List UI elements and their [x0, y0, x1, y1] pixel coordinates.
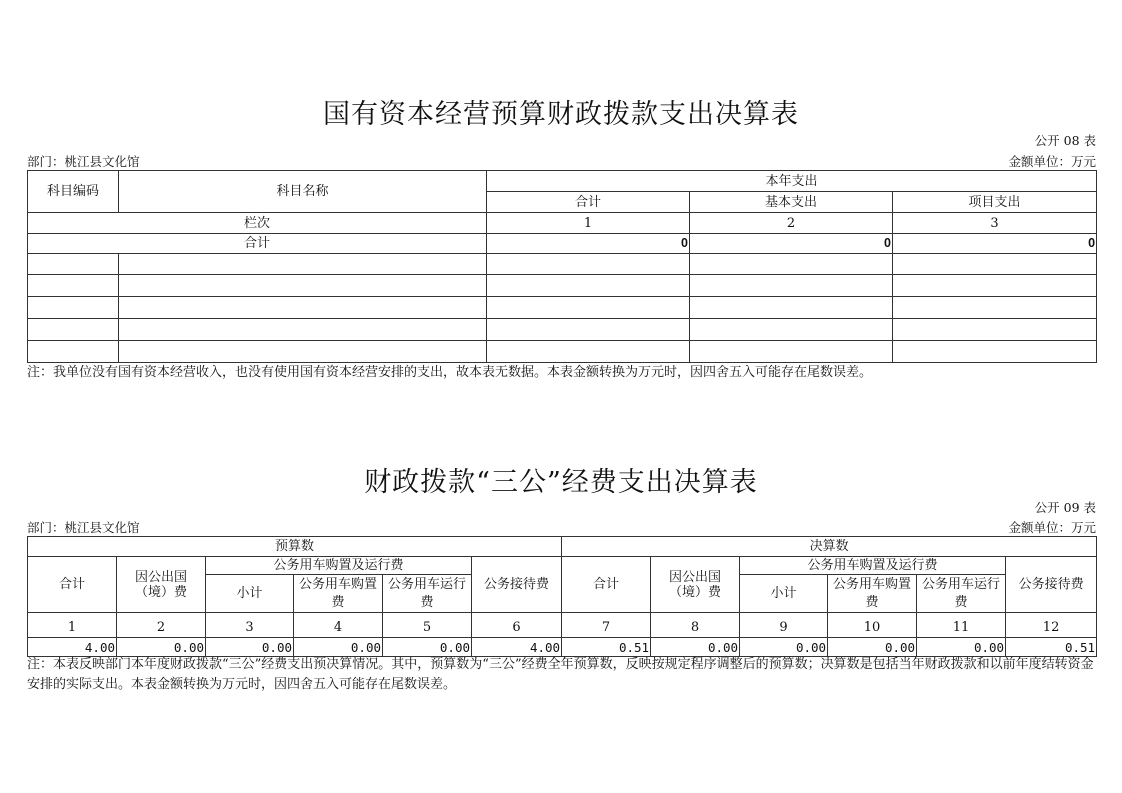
total-row-label: 合计: [28, 234, 487, 254]
final-vehicle-header: 公务用车购置及运行费: [740, 557, 1006, 575]
doc1-title: 国有资本经营预算财政拨款支出决算表: [323, 99, 799, 130]
budget-reception-header: 公务接待费: [472, 557, 562, 613]
header-basic: 基本支出: [690, 192, 893, 213]
value-cell: 0.00: [917, 638, 1006, 657]
doc2-title: 财政拨款“三公”经费支出决算表: [364, 467, 758, 498]
final-purchase-header: 公务用车购置费: [828, 575, 917, 613]
header-name: 科目名称: [119, 171, 487, 213]
empty-row: [28, 341, 1097, 363]
col-index: 2: [117, 619, 206, 638]
doc1-unit: 金额单位：万元: [1008, 154, 1096, 169]
total-row-basic: 0: [690, 234, 893, 254]
empty-row: [28, 275, 1097, 297]
final-total-header: 合计: [562, 557, 651, 613]
doc2-note: 注：本表反映部门本年度财政拨款“三公”经费支出预决算情况。其中，预算数为“三公”经费全年预算数，反映按规定程序调整后的预算数；决算数是包括当年财政拨款和以前年度结转资金安排的实际支出。本表金额转换为万元时，因四舍五入可能存在尾数误差。: [27, 657, 1094, 692]
value-cell: 0.00: [117, 638, 206, 657]
col-index-1: 1: [487, 213, 690, 234]
col-index: 9: [740, 619, 828, 638]
state-capital-table: [27, 170, 1097, 363]
col-index: 8: [651, 619, 740, 638]
value-cell: 0.00: [828, 638, 917, 657]
col-index: 10: [828, 619, 917, 638]
col-index: 3: [206, 619, 294, 638]
col-index-2: 2: [690, 213, 893, 234]
col-index-3: 3: [893, 213, 1097, 234]
total-row-total: 0: [487, 234, 690, 254]
budget-purchase-header: 公务用车购置费: [294, 575, 383, 613]
budget-operation-header: 公务用车运行费: [383, 575, 472, 613]
doc2-dept: 部门：桃江县文化馆: [27, 520, 140, 535]
value-cell: 0.00: [740, 638, 828, 657]
final-abroad-header: 因公出国（境）费: [651, 557, 740, 613]
header-code: 科目编码: [28, 171, 119, 213]
value-cell: 0.00: [294, 638, 383, 657]
empty-row: [28, 254, 1097, 275]
budget-vehicle-header: 公务用车购置及运行费: [206, 557, 472, 575]
col-index: 12: [1006, 619, 1097, 638]
value-cell: 0.00: [206, 638, 294, 657]
value-cell: 4.00: [28, 638, 117, 657]
budget-abroad-header: 因公出国（境）费: [117, 557, 206, 613]
value-cell: 4.00: [472, 638, 562, 657]
budget-total-header: 合计: [28, 557, 117, 613]
final-reception-header: 公务接待费: [1006, 557, 1097, 613]
empty-row: [28, 297, 1097, 319]
header-total: 合计: [487, 192, 690, 213]
header-project: 项目支出: [893, 192, 1097, 213]
value-cell: 0.00: [651, 638, 740, 657]
doc1-note: 注：我单位没有国有资本经营收入，也没有使用国有资本经营安排的支出，故本表无数据。本表金额转换为万元时，因四舍五入可能存在尾数误差。: [27, 365, 873, 380]
three-public-expenses-table: [27, 536, 1097, 657]
col-index: 6: [472, 619, 562, 638]
value-cell: 0.00: [383, 638, 472, 657]
col-index: 7: [562, 619, 651, 638]
header-current-year: 本年支出: [487, 171, 1097, 192]
doc2-table-no: 公开 09 表: [1034, 500, 1096, 515]
value-cell: 0.51: [1006, 638, 1097, 657]
row-index-label: 栏次: [28, 213, 487, 234]
col-index: 11: [917, 619, 1006, 638]
final-operation-header: 公务用车运行费: [917, 575, 1006, 613]
col-index: 1: [28, 619, 117, 638]
doc2-unit: 金额单位：万元: [1008, 520, 1096, 535]
header-budget: 预算数: [28, 537, 562, 557]
col-index: 5: [383, 619, 472, 638]
final-subtotal-header: 小计: [740, 575, 828, 613]
header-final: 决算数: [562, 537, 1097, 557]
total-row-project: 0: [893, 234, 1097, 254]
budget-subtotal-header: 小计: [206, 575, 294, 613]
value-cell: 0.51: [562, 638, 651, 657]
doc1-table-no: 公开 08 表: [1034, 133, 1096, 148]
col-index-row: [28, 619, 1097, 638]
values-row: [28, 638, 1097, 657]
empty-row: [28, 319, 1097, 341]
doc1-dept: 部门：桃江县文化馆: [27, 154, 140, 169]
col-index: 4: [294, 619, 383, 638]
